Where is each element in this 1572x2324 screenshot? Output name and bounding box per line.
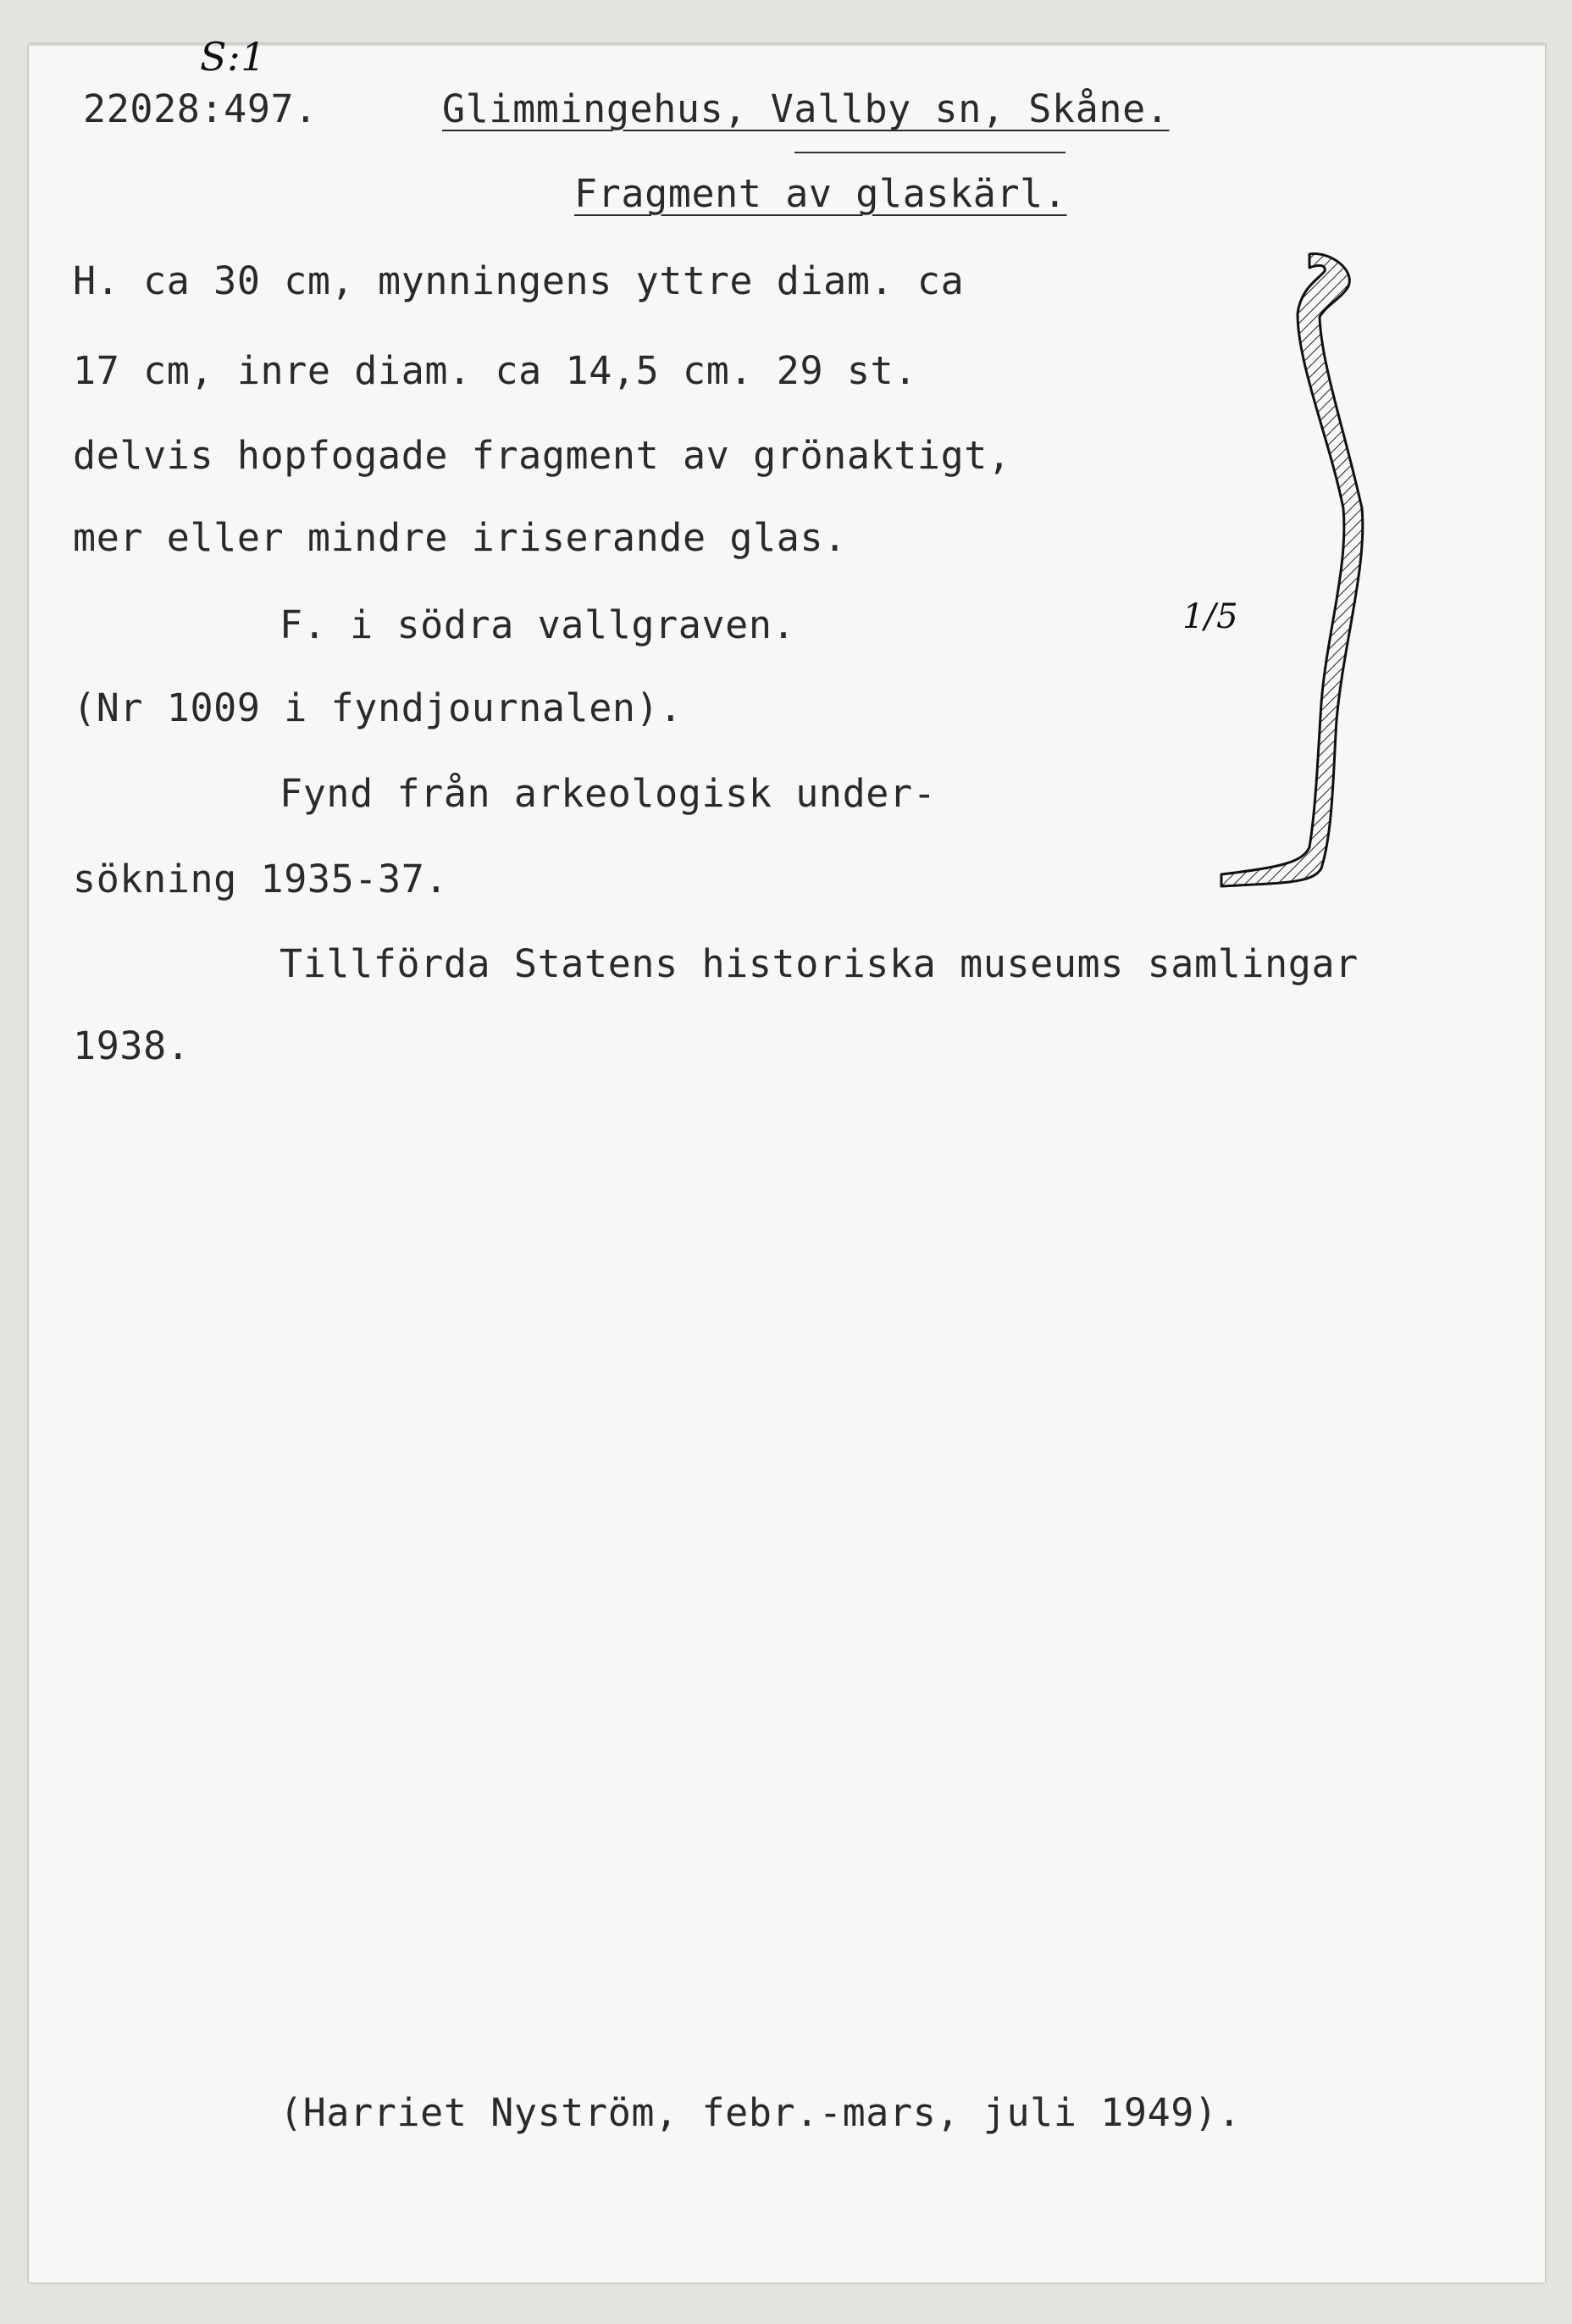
excavation-line-1: Fynd från arkeologisk under- xyxy=(280,771,937,816)
author-signature-line: (Harriet Nyström, febr.-mars, juli 1949). xyxy=(280,2090,1242,2135)
find-place: F. i södra vallgraven. xyxy=(280,602,796,647)
acquisition-line-1: Tillförda Statens historiska museums samlingar xyxy=(280,941,1359,986)
acquisition-line-2: 1938. xyxy=(73,1023,191,1068)
journal-reference: (Nr 1009 i fyndjournalen). xyxy=(73,685,683,730)
location-heading: Glimmingehus, Vallby sn, Skåne. xyxy=(442,86,1170,131)
description-line-3: delvis hopfogade fragment av grönaktigt, xyxy=(73,433,1011,478)
description-line-1: H. ca 30 cm, mynningens yttre diam. ca xyxy=(73,258,965,303)
scale-label: 1/5 xyxy=(1182,597,1239,636)
catalog-number: 22028:497. xyxy=(83,86,318,131)
description-line-4: mer eller mindre iriserande glas. xyxy=(73,515,847,560)
heading-divider xyxy=(0,0,1572,169)
vessel-profile-drawing xyxy=(1160,246,1381,907)
description-line-2: 17 cm, inre diam. ca 14,5 cm. 29 st. xyxy=(73,348,917,393)
handwritten-mark: S:1 xyxy=(200,34,267,80)
excavation-line-2: sökning 1935-37. xyxy=(73,857,449,901)
object-title: Fragment av glaskärl. xyxy=(574,171,1067,216)
